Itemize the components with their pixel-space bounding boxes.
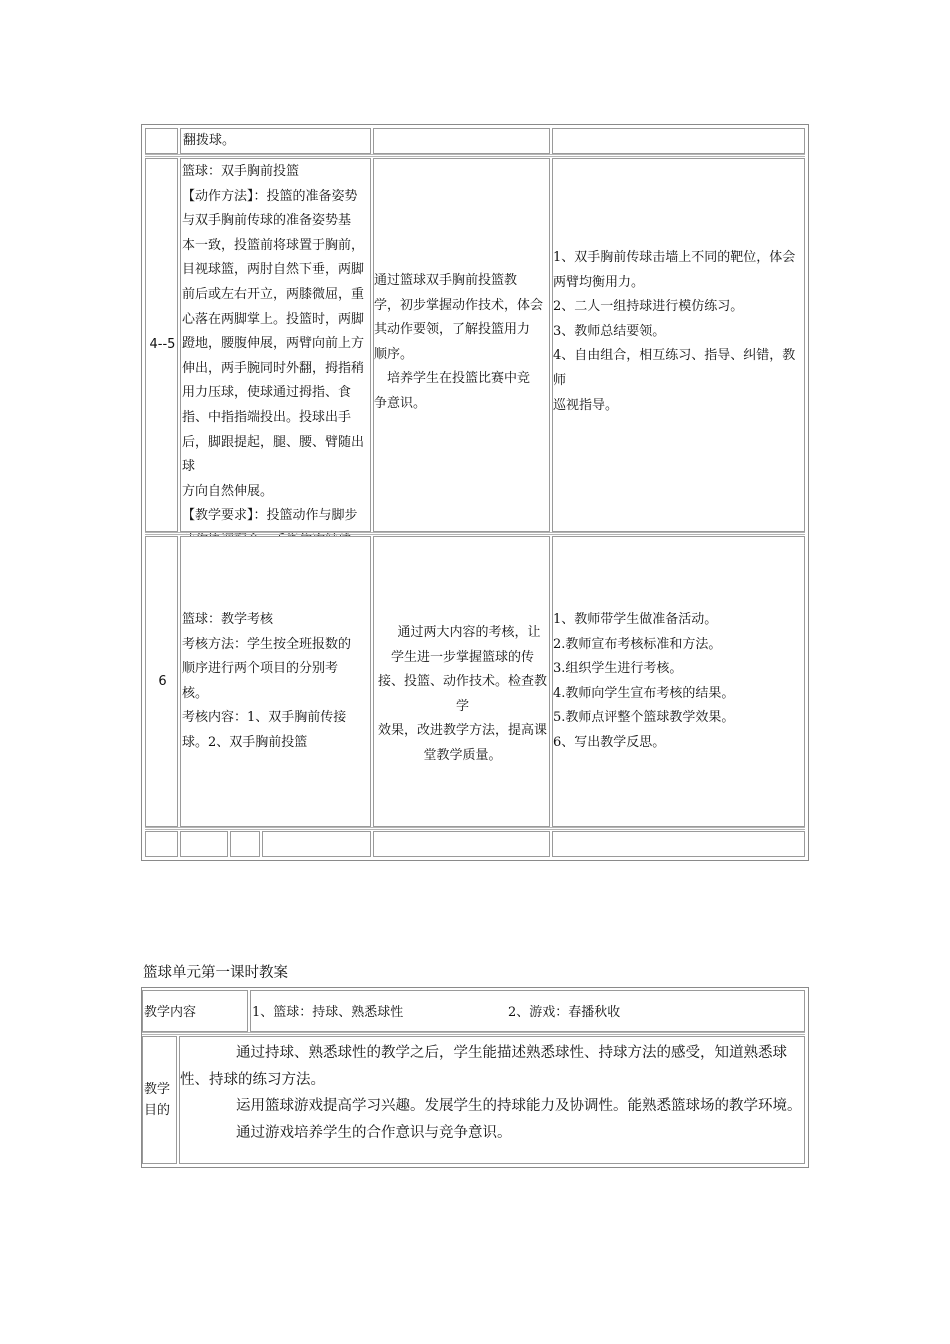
- row-separator: [145, 532, 805, 535]
- cont-period-cell: [145, 128, 178, 154]
- footer-cell: [552, 831, 805, 857]
- content-line: 球。2、双手胸前投篮: [182, 734, 308, 750]
- content-line: 【教学要求】：投篮动作与脚步: [182, 508, 358, 524]
- method-line: 4.教师向学生宣布考核的结果。: [553, 685, 735, 701]
- row-separator: [142, 1032, 805, 1035]
- method-line: 两臂均衡用力。: [553, 274, 645, 290]
- content-line: 核。: [182, 685, 209, 701]
- objective-line: 通过两大内容的考核，让: [384, 625, 541, 640]
- goal-text: [180, 1040, 810, 1146]
- row45-objective: [374, 269, 551, 417]
- content-line: 心落在两脚掌上。投篮时，两脚: [182, 311, 365, 327]
- content-line: 伸出，两手腕同时外翻，拇指稍: [182, 360, 365, 376]
- content-item-2: 2、游戏：春播秋收: [508, 1005, 621, 1020]
- row45-objective-cell: [373, 158, 550, 532]
- content-line: 方向自然伸展。: [182, 483, 274, 499]
- content-line: 顺序进行两个项目的分别考: [182, 661, 339, 677]
- content-line: 考核方法：学生按全班报数的: [182, 636, 352, 652]
- row6-method-cell: [552, 536, 805, 827]
- method-line: 3、教师总结要领。: [553, 323, 666, 339]
- method-line: 1、教师带学生做准备活动。: [553, 612, 718, 627]
- lesson-title: 篮球单元第一课时教案: [143, 965, 288, 981]
- objective-line: 堂教学质量。: [423, 747, 502, 763]
- objective-line: 接、投篮、动作技术。检查教学: [377, 674, 547, 714]
- footer-cell: [262, 831, 371, 857]
- cont-method-cell: [552, 128, 805, 154]
- footer-cell: [373, 831, 550, 857]
- content-line: 蹬地，腰腹伸展，两臂向前上方: [182, 336, 365, 352]
- content-label: 教学内容: [144, 1005, 197, 1020]
- content-line: 后，脚跟提起，腿、腰、臂随出球: [182, 434, 365, 475]
- objective-line: 通过篮球双手胸前投篮教: [374, 273, 518, 288]
- row-separator: [145, 154, 805, 157]
- row45-period: 4--5: [149, 337, 176, 352]
- method-line: 2.教师宣布考核标准和方法。: [553, 636, 722, 652]
- goal-paragraph: 运用篮球游戏提高学习兴趣。发展学生的持球能力及协调性。能熟悉篮球场的教学环境。: [236, 1098, 802, 1115]
- method-line: 6、写出教学反思。: [553, 734, 666, 750]
- row45-period-cell: [145, 158, 178, 532]
- goal-paragraph: 通过持球、熟悉球性的教学之后，学生能描述熟悉球性、持球方法的感受，知道熟悉球性、持球的练习方法。: [180, 1045, 787, 1088]
- content-line: 篮球：双手胸前投篮: [182, 164, 300, 179]
- method-line: 巡视指导。: [553, 397, 619, 413]
- goal-label: [144, 1079, 177, 1121]
- row6-period-cell: [145, 536, 178, 827]
- goal-paragraph: 通过游戏培养学生的合作意识与竞争意识。: [236, 1124, 512, 1141]
- cont-objective-cell: [373, 128, 550, 154]
- content-line: 考核内容：1、双手胸前传接: [182, 710, 347, 726]
- goal-label-line: 教学: [144, 1082, 171, 1097]
- row6-objective: [374, 621, 551, 769]
- row6-content-cell: [180, 536, 371, 827]
- content-line: 本一致，投篮前将球置于胸前，: [182, 237, 365, 253]
- objective-line: 顺序。: [374, 346, 414, 362]
- footer-cell: [145, 831, 178, 857]
- method-line: 2、二人一组持球进行模仿练习。: [553, 299, 744, 315]
- row45-method: [553, 246, 806, 418]
- objective-line: 培养学生在投篮比赛中竞: [374, 371, 531, 387]
- content-item-1: 1、篮球：持球、熟悉球性: [252, 1005, 404, 1020]
- objective-line: 其动作要领，了解投篮用力: [374, 322, 531, 338]
- row45-content-cell: [180, 158, 371, 532]
- content-label-cell: [142, 990, 248, 1032]
- content-value-cell: [250, 990, 805, 1032]
- row6-content: [182, 608, 371, 756]
- row6-method: [553, 608, 806, 756]
- content-line: 篮球：教学考核: [182, 612, 274, 627]
- method-line: 4、自由组合，相互练习、指导、纠错，教师: [553, 348, 796, 388]
- objective-line: 学，初步掌握动作技术，体会: [374, 297, 544, 313]
- objective-line: 效果，改进教学方法，提高课: [377, 723, 547, 739]
- content-line: 与双手胸前传球的准备姿势基: [182, 213, 352, 229]
- row45-method-cell: [552, 158, 805, 532]
- objective-line: 争意识。: [374, 395, 427, 411]
- objective-line: 学生进一步掌握篮球的传: [390, 649, 534, 665]
- footer-cell: [230, 831, 260, 857]
- goal-label-line: 目的: [144, 1103, 171, 1118]
- content-line: 用力压球，使球通过拇指、食: [182, 385, 352, 401]
- row-separator: [145, 827, 805, 830]
- cont-content-text: 翻拨球。: [183, 133, 236, 148]
- row6-objective-cell: [373, 536, 550, 827]
- content-line: 前后或左右开立，两膝微屈，重: [182, 286, 365, 302]
- goal-label-cell: [142, 1036, 177, 1164]
- content-line: 【动作方法】：投篮的准备姿势: [182, 188, 358, 204]
- cont-content-cell: [180, 128, 371, 154]
- method-line: 1、双手胸前传球击墙上不同的靶位，体会: [553, 250, 796, 265]
- content-line: 指、中指指端投出。投球出手: [182, 409, 352, 425]
- method-line: 3.组织学生进行考核。: [553, 661, 683, 677]
- row45-content: [182, 160, 371, 554]
- footer-cell: [180, 831, 228, 857]
- method-line: 5.教师点评整个篮球教学效果。: [553, 710, 735, 726]
- row6-period: 6: [158, 674, 167, 689]
- goal-text-cell: [179, 1036, 805, 1164]
- content-line: 目视球篮，两肘自然下垂，两脚: [182, 262, 365, 278]
